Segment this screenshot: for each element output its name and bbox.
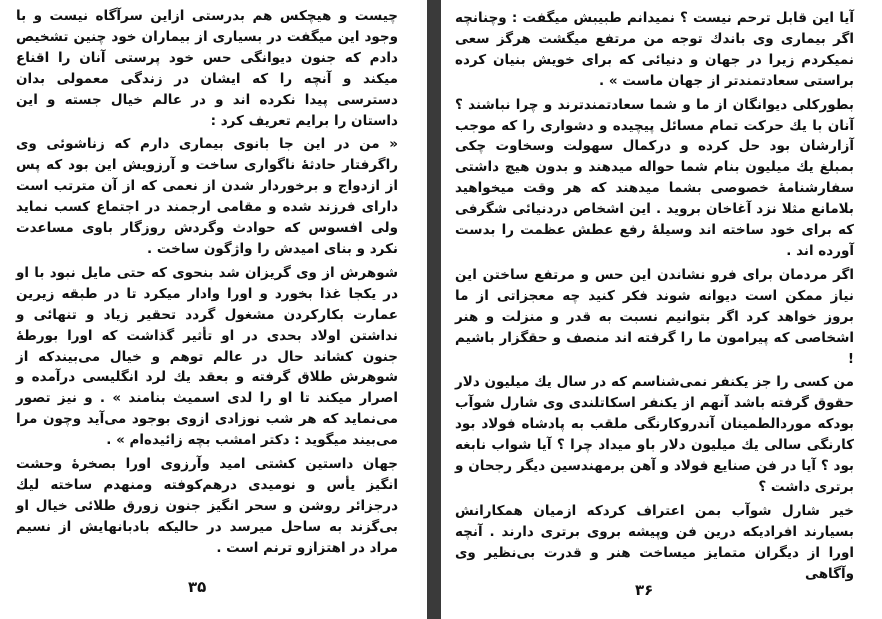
left-page [0, 0, 420, 619]
paragraph: آیا این قابل ترحم نیست ؟ نمیدانم طبیبش میگفت : وچنانچه اگر بیماری وی باندك توجه من مرتفع میگشت هرگز سعی نمیکردم زیرا در جهان و دنیائی که برای خویش بنیان کرده براستی سعادتمندتر از جهان ماست » . [455, 10, 854, 89]
page-gutter-divider [427, 0, 441, 619]
paragraph: من کسی را جز یکنفر نمی‌شناسم که در سال یك میلیون دلار حقوق گرفته باشد آنهم از یکنفر اسکاتلندی وی شارل شوآب بودکه موردالطمینان آندروکارنگی ملقب به پادشاه فولاد بود کارنگی سالی یك میلیون دلار باو میداد چرا ؟ آیا شواب نابغه بود ؟ آیا در فن صنایع فولاد و آهن برمهندسین دیگر رجحان و برتری داشت ؟ [455, 374, 854, 495]
paragraph: خیر شارل شوآب بمن اعتراف کردکه ازمیان همکارانش بسیارند افرادیکه درین فن وپیشه بروی برتری دارند . آنچه اورا از دیگران متمایز میساخت هنر و قدرت بی‌نظیر وی وآگاهی [455, 502, 854, 582]
paragraph: « من در این جا بانوی بیماری دارم که زناشوئی وی راگرفتار حادثهٔ ناگواری ساخت و آرزویش این بود که پس از ازدواج و برخوردار شدن از نعمی که از آن مترتب است دارای فرزند شده و مقامی ارجمند در اجتماع کسب نماید ولی افسوس که حوادث وگردش روزگار باوی مساعدت نکرد و بنای امیدش را واژگون ساخت . [16, 136, 398, 257]
paragraph: جهان داستین کشتی امید وآرزوی اورا بصخرهٔ وحشت انگیز یأس و نومیدی درهم‌کوفته ومنهدم ساخته لیك درجزائر روشن و سحر انگیز جنون زورق طلائی خیال او بی‌گزند به ساحل میرسد در حالیکه بادبانهایش از نسیم مراد در اهتزازو ترنم است . [16, 456, 398, 556]
paragraph: بطورکلی دیوانگان از ما و شما سعادتمندترند و چرا نباشند ؟ آنان با یك حرکت تمام مسائل پیچیده و دشواری را که موجب آزارشان بود حل کرده و درکمال سهولت وسخاوت چکی بمبلغ یك میلیون بنام شما حواله میدهند و بدون هیچ داشتی سفارشنامهٔ خصوصی بشما میدهند که هر وقت میخواهید بلامانع مثلا نزد آغاخان بروید . این اشخاص دردنیائی شگرفی که برای خود ساخته اند وسیلهٔ رفع عطش عظمت را بدست آورده اند . [455, 96, 854, 259]
page-number: ۳۵ [188, 578, 207, 596]
paragraph: شوهرش از وی گریزان شد بنحوی که حتی مایل نبود با او در یکجا غذا بخورد و اورا وادار میکرد تا در طبقه زیرین عمارت بکارکردن مشغول گردد تحقیر زیاد و تنهائی و نداشتن اولاد بحدی در او تأثیر گذاشت که اورا بورطهٔ جنون کشاند حال در عالم توهم و خیال می‌بیندکه از شوهرش طلاق گرفته و بعقد یك لرد انگلیسی درآمده و اصرار میکند تا او را لدی اسمیث بنامند » . و نیز تصور می‌نماید که هر شب نوزادی ازوی بوجود می‌آید وچون مرا می‌بیند میگوید : دکتر امشب بچه زائیده‌ام » . [16, 264, 398, 449]
right-page [441, 0, 882, 619]
page-number: ۳۶ [635, 581, 654, 599]
paragraph: اگر مردمان برای فرو نشاندن این حس و مرتفع ساختن این نیاز ممکن است دیوانه شوند فکر کنید چه معجزاتی از ما بروز خواهد کرد اگر بتوانیم نسبت به قدر و منزلت و هنر اشخاصی که پیرامون ما را گرفته اند منصف و حقگزار باشیم ! [455, 266, 854, 367]
paragraph: چیست و هیچکس هم بدرستی ازاین سرآگاه نیست و با وجود این میگفت در بسیاری از بیماران خود چنین تشخیص دادم که جنون دیوانگی حس خود پرستی آنان را اقناع میکند و آنچه را که ایشان در زندگی معمولی بدان دسترسی پیدا نکرده اند و در عالم خیال جسته و این داستان را برایم تعریف کرد : [16, 8, 398, 129]
